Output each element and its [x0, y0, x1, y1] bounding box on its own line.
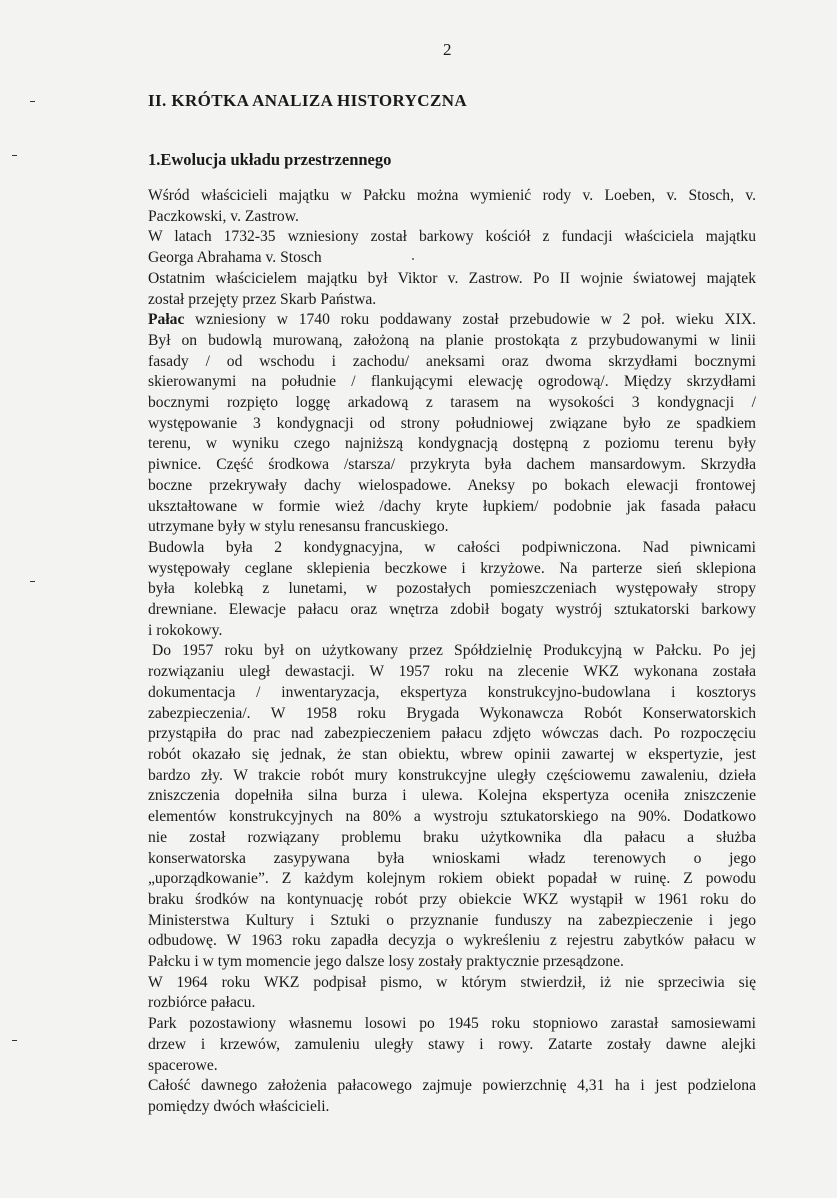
line-text: skierowanymi na południe / flankującymi elewację ogrodową/. Między skrzydłami — [148, 373, 756, 391]
line-text: bardzo zły. W trakcie robót mury konstrukcyjne uległy częściowemu zawaleniu, dzieła — [148, 766, 756, 784]
line-text: piwnice. Część środkowa /starsza/ przykryta była dachem mansardowym. Skrzydła — [148, 456, 756, 474]
text-line — [148, 227, 756, 248]
line-text: nie został rozwiązany problemu braku użytkownika dla pałacu a służba — [148, 828, 756, 846]
text-line — [148, 1097, 756, 1118]
text-line — [148, 931, 756, 952]
line-text: Ostatnim właścicielem majątku był Viktor v. Zastrow. Po II wojnie światowej majątek — [148, 269, 756, 287]
line-text: Georga Abrahama v. Stosch — [148, 249, 322, 267]
line-text: Był on budowlą murowaną, założoną na planie prostokąta z przybudowanymi w linii — [148, 331, 756, 349]
line-text: pomiędzy dwóch właścicieli. — [148, 1097, 330, 1115]
line-text: ukształtowane w formie wież /dachy kryte łupkiem/ podobnie jak fasada pałacu — [148, 497, 756, 515]
line-text: zniszczenia dopełniła silna burza i ulewa. Kolejna ekspertyza oceniła zniszczenie — [148, 787, 756, 805]
scan-mark — [12, 1040, 17, 1041]
line-text: Pałcku i w tym momencie jego dalsze losy zostały praktycznie przesądzone. — [148, 953, 624, 971]
line-text: zabezpieczenia/. W 1958 roku Brygada Wykonawcza Robót Konserwatorskich — [148, 704, 756, 722]
line-text: W latach 1732-35 wzniesiony został barkowy kościół z fundacji właściciela majątku — [148, 228, 756, 246]
subsection-heading: 1.Ewolucja układu przestrzennego — [148, 150, 392, 169]
line-text: Wśród właścicieli majątku w Pałcku można wymienić rody v. Loeben, v. Stosch, v. — [148, 187, 756, 204]
line-text: drewniane. Elewacje pałacu oraz wnętrza zdobił bogaty wystrój sztukatorski barkowy — [148, 601, 756, 619]
page-number: 2 — [443, 40, 452, 59]
text-line — [148, 807, 756, 828]
body-text — [148, 186, 756, 1118]
line-text: i rokokowy. — [148, 621, 223, 639]
line-text: braku środków na kontynuację robót przy obiekcie WKZ wystąpił w 1961 roku do — [148, 890, 756, 908]
text-line — [148, 745, 756, 766]
text-line — [148, 1035, 756, 1056]
text-line — [148, 1014, 756, 1035]
scan-mark — [30, 101, 35, 102]
text-line — [148, 662, 756, 683]
line-text: Do 1957 roku był on użytkowany przez Spółdzielnię Produkcyjną w Pałcku. Po jej — [152, 642, 756, 660]
text-line — [148, 786, 756, 807]
text-line — [148, 579, 756, 600]
text-line — [148, 911, 756, 932]
line-text: drzew i krzewów, zamuleniu uległy stawy i rowy. Zatarte zostały dawne alejki — [148, 1035, 756, 1053]
line-text: Całość dawnego założenia pałacowego zajmuje powierzchnię 4,31 ha i jest podzielona — [148, 1077, 756, 1095]
line-text: była kolebką z lunetami, w pozostałych pomieszczeniach występowały stropy — [148, 580, 756, 598]
text-line — [148, 248, 756, 269]
line-text: Ministerstwa Kultury i Sztuki o przyznanie funduszy na zabezpieczenie i jego — [148, 911, 756, 929]
line-text: został przejęty przez Skarb Państwa. — [148, 290, 377, 308]
line-text: fasady / od wschodu i zachodu/ aneksami oraz dwoma skrzydłami bocznymi — [148, 352, 756, 370]
text-line — [148, 393, 756, 414]
line-text: Park pozostawiony własnemu losowi po 1945 roku stopniowo zarastał samosiewami — [148, 1015, 756, 1033]
text-line — [148, 621, 756, 642]
line-text: utrzymane były w stylu renesansu francuskiego. — [148, 518, 449, 536]
line-text: występowanie 3 kondygnacji od strony południowej związane było ze spadkiem — [148, 414, 756, 432]
text-line — [148, 207, 756, 228]
text-line — [148, 600, 756, 621]
line-text: występowały ceglane sklepienia beczkowe i krzyżowe. Na parterze sień sklepiona — [148, 559, 756, 577]
line-text: odbudowę. W 1963 roku zapadła decyzja o wykreśleniu z rejestru zabytków pałacu w — [148, 932, 756, 950]
text-line — [148, 538, 756, 559]
text-line — [148, 1076, 756, 1097]
line-text: konserwatorska zasypywana była wnioskami władz terenowych o jego — [148, 849, 756, 867]
text-line — [148, 993, 756, 1014]
text-line — [148, 849, 756, 870]
line-text: robót okazało się jednak, że stan obiektu, wbrew opinii zawartej w ekspertyzie, jest — [148, 745, 756, 763]
line-text: W 1964 roku WKZ podpisał pismo, w którym stwierdził, iż nie sprzeciwia się — [148, 973, 756, 991]
text-line — [148, 434, 756, 455]
text-line — [148, 1056, 756, 1077]
text-line — [148, 828, 756, 849]
text-line — [148, 310, 756, 331]
scan-mark — [30, 581, 35, 582]
text-line — [148, 683, 756, 704]
text-line — [148, 269, 756, 290]
line-text: terenu, w wyniku czego najniższą kondygnacją dostępną z poziomu terenu były — [148, 435, 756, 453]
line-text: dokumentacja / inwentaryzacja, ekspertyza konstrukcyjno-budowlana i kosztorys — [148, 683, 756, 701]
text-line — [148, 331, 756, 352]
line-text: bocznymi rozpięto loggę arkadową z tarasem na wysokości 3 kondygnacji / — [148, 394, 756, 412]
text-line — [148, 372, 756, 393]
line-text: Budowla była 2 kondygnacyjna, w całości podpiwniczona. Nad piwnicami — [148, 538, 756, 556]
text-line — [148, 869, 756, 890]
text-line — [148, 414, 756, 435]
text-line — [148, 641, 756, 662]
text-line — [148, 497, 756, 518]
line-text: wzniesiony w 1740 roku poddawany został przebudowie w 2 poł. wieku XIX. — [184, 311, 756, 329]
line-text: rozbiórce pałacu. — [148, 994, 256, 1012]
line-text: boczne przekrywały dachy wielospadowe. Aneksy po bokach elewacji frontowej — [148, 476, 756, 494]
line-text: przystąpiła do prac nad zabezpieczeniem pałacu zdjęto wówczas dach. Po rozpoczęciu — [148, 725, 756, 743]
line-text: rozwiązaniu uległ dewastacji. W 1957 roku na zlecenie WKZ wykonana została — [148, 663, 756, 681]
text-line — [148, 517, 756, 538]
bold-term: Pałac — [148, 311, 185, 329]
line-text: elementów konstrukcyjnych na 80% a wystroju sztukatorskiego na 90%. Dodatkowo — [148, 808, 756, 826]
text-line — [148, 704, 756, 725]
text-line — [148, 559, 756, 580]
text-line — [148, 476, 756, 497]
text-line — [148, 455, 756, 476]
scan-mark — [12, 155, 17, 156]
text-line — [148, 724, 756, 745]
text-line — [148, 766, 756, 787]
line-text: Paczkowski, v. Zastrow. — [148, 207, 299, 225]
section-heading: II. KRÓTKA ANALIZA HISTORYCZNA — [148, 91, 468, 110]
text-line — [148, 973, 756, 994]
text-line — [148, 890, 756, 911]
text-line — [148, 290, 756, 311]
line-text: „uporządkowanie”. Z każdym kolejnym rokiem obiekt popadał w ruinę. Z powodu — [148, 870, 756, 888]
line-text: spacerowe. — [148, 1056, 218, 1074]
text-line — [148, 186, 756, 207]
text-line — [148, 952, 756, 973]
text-line — [148, 352, 756, 373]
